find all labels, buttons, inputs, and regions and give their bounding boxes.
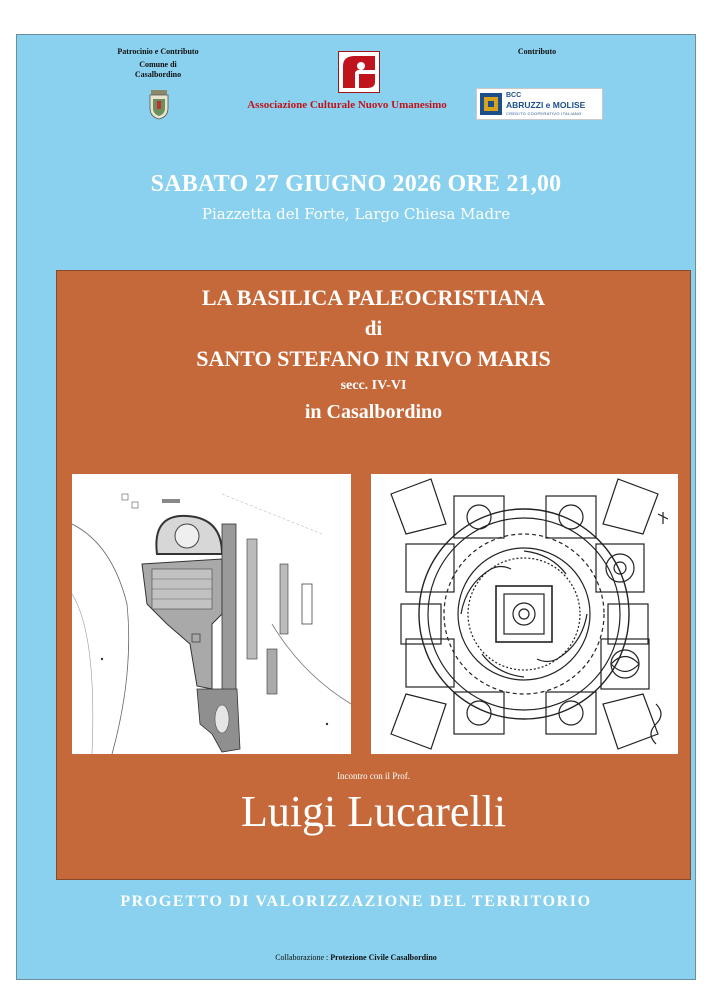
bank-name-line2: ABRUZZI e MOLISE xyxy=(506,100,586,110)
bank-logo xyxy=(476,88,603,120)
municipality-name-line1: Comune di xyxy=(139,60,177,69)
event-date-time: SABATO 27 GIUGNO 2026 ORE 21,00 xyxy=(150,171,562,197)
speaker-name: Luigi Lucarelli xyxy=(240,787,507,836)
title-line-5: in Casalbordino xyxy=(304,401,443,423)
municipality-name-line2: Casalbordino xyxy=(134,70,182,79)
coat-of-arms-icon xyxy=(149,90,169,120)
project-title: PROGETTO DI VALORIZZAZIONE DEL TERRITORIO xyxy=(120,893,592,910)
basilica-plan-image xyxy=(72,474,351,754)
speaker-intro: Incontro con il Prof. xyxy=(337,771,410,781)
title-line-4: secc. IV-VI xyxy=(340,378,407,393)
sponsor-label-right: Contributo xyxy=(517,47,557,56)
title-line-2: di xyxy=(364,316,383,340)
poster xyxy=(16,34,696,980)
bank-name-line1: BCC xyxy=(506,92,522,99)
association-name: Associazione Culturale Nuovo Umanesimo xyxy=(247,99,447,111)
collaboration-label: Collaborazione : xyxy=(275,953,331,962)
sponsor-label-left: Patrocinio e Contributo xyxy=(117,47,199,56)
collaboration-line xyxy=(17,953,695,962)
association-logo-icon xyxy=(338,51,380,93)
collaboration-org: Protezione Civile Casalbordino xyxy=(330,953,437,962)
title-line-3: SANTO STEFANO IN RIVO MARIS xyxy=(196,346,551,371)
title-line-1: LA BASILICA PALEOCRISTIANA xyxy=(201,285,546,310)
mosaic-drawing-image xyxy=(371,474,678,754)
bank-mark-icon xyxy=(480,93,502,115)
bank-name-line3: CREDITO COOPERATIVO ITALIANO xyxy=(506,111,582,116)
event-place: Piazzetta del Forte, Largo Chiesa Madre xyxy=(201,205,511,223)
main-panel xyxy=(56,270,691,880)
